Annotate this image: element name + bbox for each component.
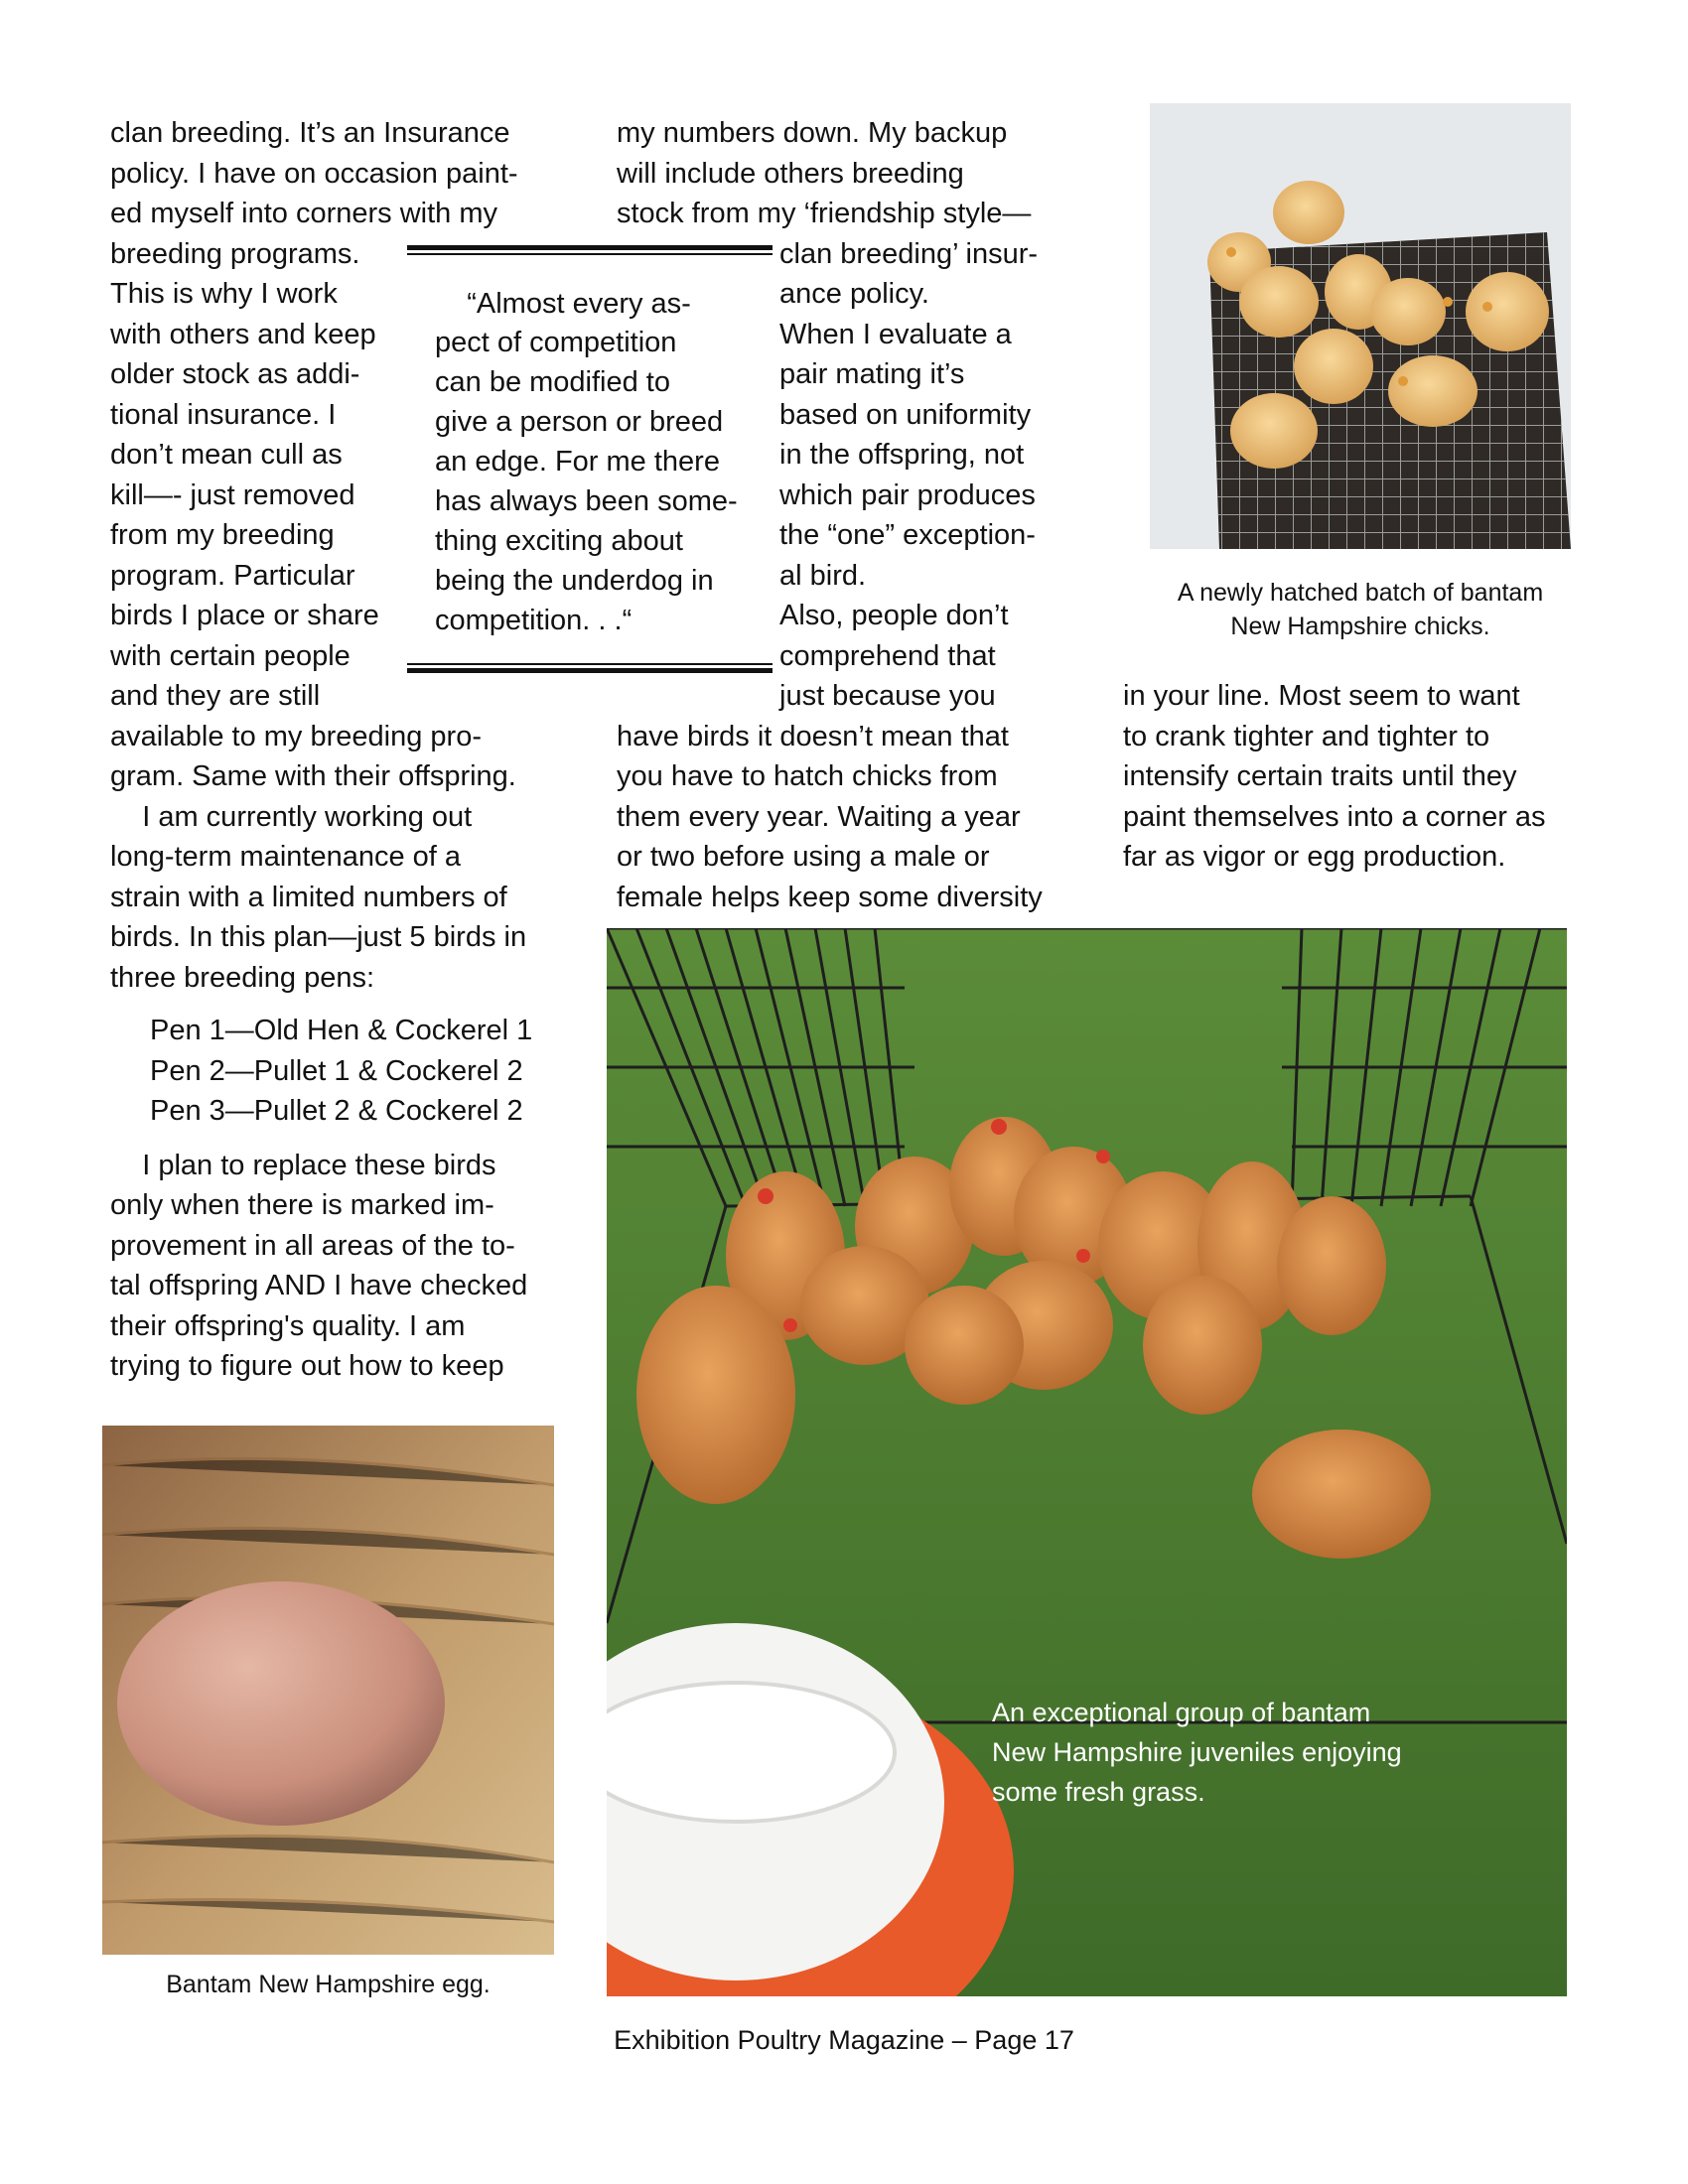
- text-line: with certain people: [110, 640, 351, 672]
- text-line: clan breeding’ insur-: [779, 238, 1039, 270]
- text-line: breeding programs.: [110, 238, 360, 270]
- text-line: ance policy.: [779, 278, 929, 310]
- pen-list-item: Pen 1—Old Hen & Cockerel 1: [150, 1015, 533, 1046]
- pull-quote-line: “Almost every as-: [435, 288, 691, 320]
- text-line: only when there is marked im-: [110, 1189, 494, 1221]
- text-line: their offspring's quality. I am: [110, 1310, 466, 1342]
- text-line: don’t mean cull as: [110, 439, 343, 471]
- text-line: paint themselves into a corner as: [1123, 801, 1546, 833]
- text-line: in the offspring, not: [779, 439, 1025, 471]
- text-line: them every year. Waiting a year: [617, 801, 1021, 833]
- pull-quote-line: can be modified to: [435, 366, 670, 398]
- text-line: comprehend that: [779, 640, 996, 672]
- text-line: far as vigor or egg production.: [1123, 841, 1506, 873]
- text-line: trying to figure out how to keep: [110, 1350, 504, 1382]
- text-line: program. Particular: [110, 560, 355, 592]
- text-line: Also, people don’t: [779, 600, 1009, 631]
- text-line: policy. I have on occasion paint-: [110, 158, 518, 190]
- text-line: in your line. Most seem to want: [1123, 680, 1520, 712]
- text-line: based on uniformity: [779, 399, 1032, 431]
- pull-quote-rule-bottom: [407, 663, 773, 673]
- text-line: intensify certain traits until they: [1123, 760, 1517, 792]
- text-line: have birds it doesn’t mean that: [617, 721, 1009, 752]
- pen-list-item: Pen 3—Pullet 2 & Cockerel 2: [150, 1095, 523, 1127]
- text-line: tional insurance. I: [110, 399, 337, 431]
- text-line: which pair produces: [779, 479, 1036, 511]
- text-line: just because you: [779, 680, 996, 712]
- pen-list-item: Pen 2—Pullet 1 & Cockerel 2: [150, 1055, 523, 1087]
- juveniles-caption-line: An exceptional group of bantam: [992, 1698, 1371, 1727]
- text-line: clan breeding. It’s an Insurance: [110, 117, 510, 149]
- juveniles-photo: [607, 928, 1567, 1996]
- pull-quote-line: give a person or breed: [435, 406, 724, 438]
- text-line: long-term maintenance of a: [110, 841, 462, 873]
- egg-photo: [102, 1426, 554, 1955]
- text-line: When I evaluate a: [779, 319, 1012, 350]
- pull-quote-rule-top: [407, 245, 773, 255]
- text-line: I plan to replace these birds: [110, 1150, 496, 1181]
- pull-quote-line: an edge. For me there: [435, 446, 720, 478]
- text-line: with others and keep: [110, 319, 376, 350]
- text-line: to crank tighter and tighter to: [1123, 721, 1490, 752]
- text-line: available to my breeding pro-: [110, 721, 482, 752]
- text-line: ed myself into corners with my: [110, 198, 498, 229]
- text-line: stock from my ‘friendship style—: [617, 198, 1032, 229]
- pull-quote-line: thing exciting about: [435, 525, 683, 557]
- text-line: will include others breeding: [617, 158, 964, 190]
- pull-quote-line: pect of competition: [435, 327, 677, 358]
- text-line: I am currently working out: [110, 801, 473, 833]
- text-line: al bird.: [779, 560, 867, 592]
- chicks-caption-line: A newly hatched batch of bantam: [1177, 579, 1544, 607]
- text-line: pair mating it’s: [779, 358, 965, 390]
- chicks-caption-line: New Hampshire chicks.: [1230, 613, 1490, 640]
- text-line: strain with a limited numbers of: [110, 882, 507, 913]
- page-footer: Exhibition Poultry Magazine – Page 17: [614, 2025, 1074, 2055]
- text-line: the “one” exception-: [779, 519, 1036, 551]
- egg-caption: Bantam New Hampshire egg.: [166, 1971, 491, 1998]
- text-line: birds. In this plan—just 5 birds in: [110, 921, 527, 953]
- juveniles-caption: [992, 1693, 1402, 1812]
- text-line: and they are still: [110, 680, 321, 712]
- text-line: This is why I work: [110, 278, 338, 310]
- text-line: older stock as addi-: [110, 358, 360, 390]
- pull-quote-line: has always been some-: [435, 485, 738, 517]
- text-line: from my breeding: [110, 519, 335, 551]
- text-line: kill—- just removed: [110, 479, 355, 511]
- juveniles-caption-line: some fresh grass.: [992, 1777, 1205, 1807]
- text-line: or two before using a male or: [617, 841, 990, 873]
- text-line: gram. Same with their offspring.: [110, 760, 516, 792]
- text-line: three breeding pens:: [110, 962, 375, 994]
- pull-quote-line: competition. . .“: [435, 605, 633, 636]
- text-line: my numbers down. My backup: [617, 117, 1008, 149]
- pull-quote-line: being the underdog in: [435, 565, 714, 597]
- juveniles-caption-line: New Hampshire juveniles enjoying: [992, 1737, 1402, 1767]
- text-line: you have to hatch chicks from: [617, 760, 998, 792]
- text-line: provement in all areas of the to-: [110, 1230, 515, 1262]
- text-line: tal offspring AND I have checked: [110, 1270, 528, 1301]
- text-line: female helps keep some diversity: [617, 882, 1043, 913]
- chicks-photo: [1150, 103, 1571, 549]
- text-line: birds I place or share: [110, 600, 379, 631]
